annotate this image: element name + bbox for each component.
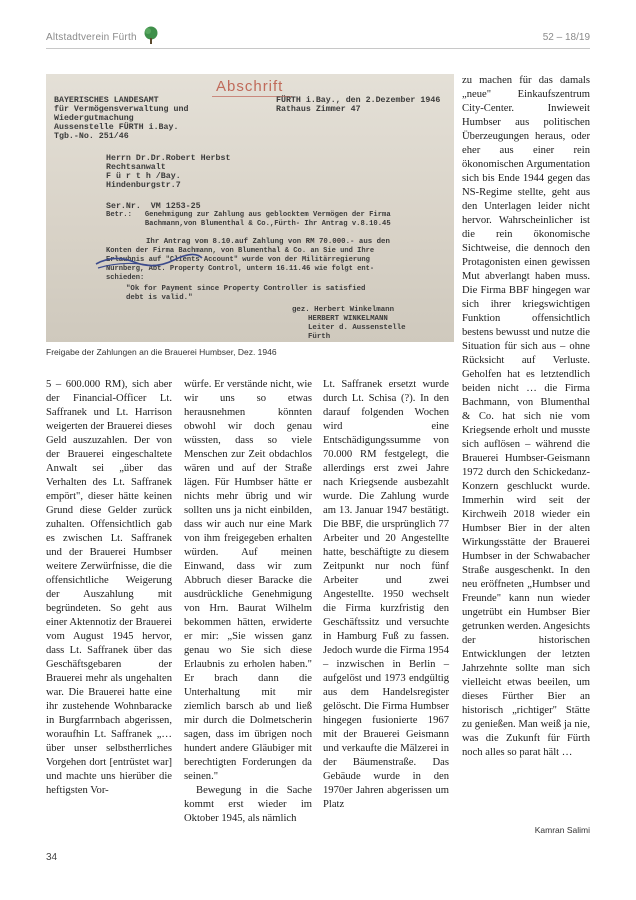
paragraph: Lt. Saffranek ersetzt wurde durch Lt. Schisa (?). In den darauf folgenden Wochen wird eine Entschädigungssumme von 70.000 RM festgelegt, die allerdings erst zwei Jahre nach Kriegsende ausbezahlt wurde. Die Zahlung wurde am 13. Januar 1947 bestätigt. Die BBF, die ursprünglich 77 Arbeiter und 20 Angestellte hatte, beschäftigte zu diesem Zeitpunkt nur noch fünf Arbeiter und zwei Angestellte. 1950 wechselt die Firma kurzfristig den Geschäftssitz und versuchte in Hamburg Fuß zu fassen. Jedoch wurde die Firma 1954 – inzwischen in Berlin – aufgelöst und 1973 endgültig aus dem Handelsregister gelöscht. Die Firma Humbser hingegen fusionierte 1967 mit der Brauerei Geismann und verkaufte die Mälzerei in der Bäumenstraße. Das Gebäude wurde in den 1970er Jahren abgerissen um Platz: [323, 379, 449, 810]
doc-line: Bachmann,von Blumenthal & Co.,Fürth- Ihr Antrag v.8.10.45: [106, 220, 391, 228]
page-header: [46, 26, 590, 48]
paragraph: zu machen für das damals „neue" Einkaufszentrum City-Center. Inwieweit Humbser aus politischen Überzeugungen heraus, oder eher aus einer rein ökonomischen Argumentation sich bis Ende 1944 gegen das NS-Regime stellte, geht aus den Unterlagen leider nicht hervor. Wahrscheinlicher ist die rein ökonomische Sichtweise, die dennoch den Protagonisten einen gewissen Mut abverlangt haben muss. Die Firma BBF hingegen war sich ihrer kriegswichtigen Funktion offensichtlich bestens bewusst und nutze die Situation für sich aus – ohne Rücksicht auf Verluste. Geholfen hat es letztendlich beiden nicht … die Firma Bachmann, von Blumenthal & Co. hat sich nie vom Kriegsende erholt und musste sich auflösen – während die Brauerei Humbser-Geismann 1972 durch den Schickedanz-Konzern geschluckt wurde. Immerhin wird seit der Kirchweih 2018 wieder ein Humbser Bier in der alten Wirkungsstätte der Brauerei Humbser in der Schwabacher Straße ausgeschenkt. In den neu eröffneten „Humbser und Freunde" kann nun wieder ungetrübt ein Humbser Bier getrunken werden. Angesichts der historischen Entwicklungen der letzten Jahrzehnte sollte man sich vielleicht etwas beeilen, um dieses Fürther Bier an historisch „richtiger" Stätte zu genießen. Man weiß ja nie, was die Zukunft für Fürth noch alles so parat hält …: [462, 75, 590, 758]
doc-line: debt is valid.": [126, 294, 193, 302]
doc-line: Hindenburgstr.7: [106, 181, 181, 190]
header-rule: [46, 48, 590, 49]
tree-logo-icon: [142, 25, 160, 45]
text-column-1: [46, 378, 172, 798]
doc-line: F ü r t h /Bay.: [106, 172, 181, 181]
doc-line: Tgb.-No. 251/46: [54, 132, 129, 141]
issue-number: 52 – 18/19: [542, 32, 590, 43]
doc-line: Herrn Dr.Dr.Robert Herbst: [106, 154, 231, 163]
doc-line: Rathaus Zimmer 47: [276, 105, 361, 114]
doc-line: gez. Herbert Winkelmann: [292, 306, 395, 314]
doc-line: "Ok for Payment since Property Controller is satisfied: [126, 285, 366, 293]
blue-pen-mark: [94, 250, 204, 272]
doc-line: für Vermögensverwaltung und: [54, 105, 189, 114]
doc-line: Betr.: Genehmigung zur Zahlung aus geblocktem Vermögen der Firma: [106, 211, 391, 219]
doc-line: Wiedergutmachung: [54, 114, 134, 123]
doc-line: schieden:: [106, 274, 145, 282]
doc-line: Rechtsanwalt: [106, 163, 166, 172]
doc-line: Erlaubnis auf "Clients Account" wurde von der Militärregierung: [106, 256, 370, 264]
paragraph: 5 – 600.000 RM), sich aber der Financial-Officer Lt. Saffranek und Lt. Harrison weigerten der Brauerei dieses Geld auszuzahlen. Der von der Brauerei eingeschaltete Anwalt sei „über das Verhalten des Lt. Saffranek empört", dieser hätte keinen Grund diese Gelder zurück zuhalten. Offensichtlich gab es zwischen Lt. Saffranek und der Brauerei Humbser weitere Zerwürfnisse, die die offensichtliche Weigerung der Auszahlung mit begründeten. So geht aus einer Aktennotiz der Brauerei vom August 1945 hervor, dass Lt. Saffranek über das Geschäftsgebaren der Brauerei mehr als ungehalten war. Die Brauerei hatte eine ihr zustehende Wohnbaracke in Burgfarrnbach abgerissen, woraufhin Lt. Saffranek „… über unser selbstherrliches Vorgehen dort [entrüstet war] und machte uns hierüber die heftigsten Vor-: [46, 379, 172, 796]
doc-line: Ihr Antrag vom 8.10.auf Zahlung von RM 70.000.- aus den: [146, 238, 390, 246]
doc-line: Leiter d. Aussenstelle: [308, 324, 406, 332]
doc-line: Ser.Nr. VM 1253-25: [106, 202, 201, 211]
stamp-abschrift: Abschrift: [216, 78, 284, 95]
paragraph: Bewegung in die Sache kommt erst wieder im Oktober 1945, als nämlich: [184, 785, 312, 824]
page-number: 34: [46, 852, 58, 863]
doc-line: Aussenstelle FÜRTH i.Bay.: [54, 123, 179, 132]
text-column-3: [323, 378, 449, 812]
doc-line: Nürnberg, Abt. Property Control, unterm 16.11.46 wie folgt ent-: [106, 265, 375, 273]
text-column-4: [462, 74, 590, 760]
text-column-2: [184, 378, 312, 826]
author-name: Kamran Salimi: [534, 825, 590, 835]
archive-document-image: [46, 74, 454, 342]
image-caption: Freigabe der Zahlungen an die Brauerei Humbser, Dez. 1946: [46, 347, 277, 357]
doc-line: FÜRTH i.Bay., den 2.Dezember 1946: [276, 96, 441, 105]
doc-line: BAYERISCHES LANDESAMT: [54, 96, 159, 105]
paragraph: würfe. Er verstände nicht, wie wir uns so etwas herausnehmen könnten obwohl wir doch genau wüssten, dass so viele Menschen zur Zeit obdachlos wären und auf der Straße lägen. Für Humbser hätte er nichts mehr übrig und wir sollten uns ja nicht einbilden, dass wir auch nur eine Mark von ihm freigegeben erhalten würden. Auf meinen Einwand, dass wir zum Abbruch dieser Baracke die ausdrückliche Genehmigung von Hrn. Baurat Wilhelm bekommen hätten, erwiderte er mir: „Sie wissen ganz genau wo Sie sich diese Erlaubnis zu erholen haben." Er brach dann die Unterhaltung mit mir ziemlich barsch ab und ließ mir durch die Dolmetscherin sagen, dass im übrigen noch hundert andere Gläubiger mit berechtigten Forderungen da seinen.": [184, 379, 312, 782]
doc-line: Fürth: [308, 333, 331, 341]
doc-line: Konten der Firma Bachmann, von Blumenthal & Co. an Sie und Ihre: [106, 247, 375, 255]
club-name[interactable]: Altstadtverein Fürth: [46, 32, 137, 43]
doc-line: HERBERT WINKELMANN: [308, 315, 388, 323]
